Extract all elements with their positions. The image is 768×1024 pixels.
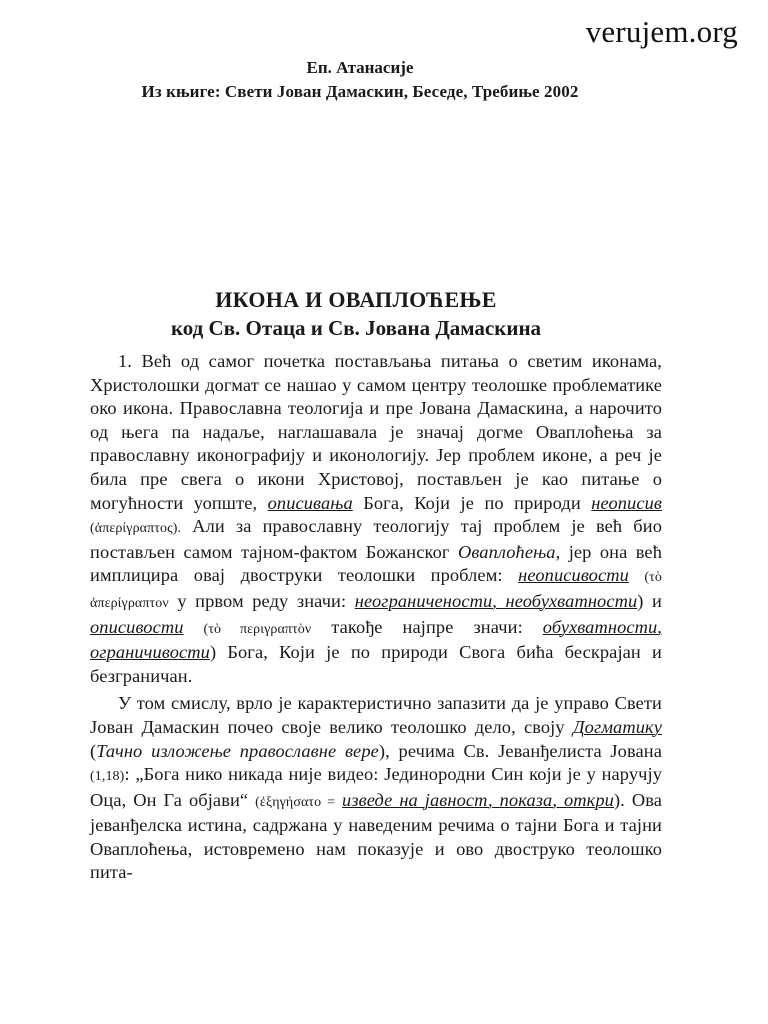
italic-term: описивања: [267, 492, 353, 513]
italic-term: Оваплоћења: [457, 541, 556, 562]
italic-term: описивости: [90, 616, 184, 637]
article-title: [0, 286, 712, 342]
title-line-2: код Св. Отаца и Св. Јована Дамаскина: [170, 316, 542, 340]
text-run: ). Ова јеванђелска истина, садржана у наведеним речима о тајни Бога и тајни Оваплоћења, истовремено нам показује и ово двоструко теолошко пита-: [90, 789, 663, 883]
greek-term: (τὸ περιγραπτὸν: [203, 621, 312, 637]
text-run: Већ од самог почетка постављања питања о светим иконама, Христолошки догмат се нашао у самом центру теолошке проблематике око икона. Православна теологија и пре Јована Дамаскина, а нарочито од њега па надаље, наглашавала је значај догме Оваплоћења за православну иконографију и иконологију. Јер проблем иконе, а реч је била пре свега о икони Христовој, постављен је као питање о могућности уопште,: [90, 351, 662, 513]
italic-term: Тачно изложење православне вере: [96, 740, 379, 761]
text-run: у првом реду значи:: [168, 590, 355, 611]
text-run: Бога, Који је по природи: [352, 492, 592, 513]
text-run: Али за православну теологију тај проблем је већ био постављен самом тајном-фактом Божанског: [90, 516, 662, 562]
source-line: Из књиге: Свети Јован Дамаскин, Беседе, Требиње 2002: [141, 82, 579, 101]
site-watermark: verujem.org: [585, 14, 738, 49]
greek-term: (ἐξηγήσατο =: [255, 794, 336, 810]
italic-term: изведе на јавност, показа, откри: [342, 789, 614, 810]
text-run: такође најпре значи:: [311, 616, 543, 637]
text-run: [629, 565, 645, 585]
paragraph-1: [90, 350, 662, 688]
text-run: [184, 617, 204, 637]
greek-term: (ἀπερίγραπτος).: [90, 521, 182, 537]
header: [0, 56, 720, 104]
paragraph-number: 1.: [118, 351, 132, 371]
greek-term: (τὸ ἀπερίγραπτον: [90, 570, 662, 611]
author-line: Еп. Атанасије: [306, 58, 414, 77]
italic-term: обухватности, ограничивости: [90, 616, 662, 663]
text-run: ), речима Св. Јеванђелиста Јована: [378, 740, 662, 761]
text-run: У том смислу, врло је карактеристично запазити да је управо Свети Јован Дамаскин почео своје велико теолошко дело, своју: [90, 693, 662, 737]
italic-term: неописивости: [518, 565, 629, 586]
italic-term: неописив: [591, 492, 662, 513]
text-run: ) и: [637, 590, 662, 611]
italic-term: Догматику: [572, 716, 662, 737]
text-run: ) Бога, Који је по природи Свога бића бескрајан и безграничан.: [90, 642, 662, 686]
article-body: [90, 350, 662, 889]
verse-reference: (1,18): [90, 769, 125, 785]
text-run: [335, 790, 342, 810]
title-line-1: ИКОНА И ОВАПЛОЋЕЊЕ: [215, 287, 497, 312]
paragraph-2: [90, 692, 662, 885]
text-run: (: [90, 740, 97, 761]
italic-term: неограничености, необухватности: [354, 590, 638, 611]
text-run: : „Бога нико никада није видео: Јединородни Син који је у наручју Оца, Он Га објави“: [90, 764, 662, 810]
text-run: , јер она већ имплицира овај двоструки теолошки проблем:: [90, 541, 662, 586]
